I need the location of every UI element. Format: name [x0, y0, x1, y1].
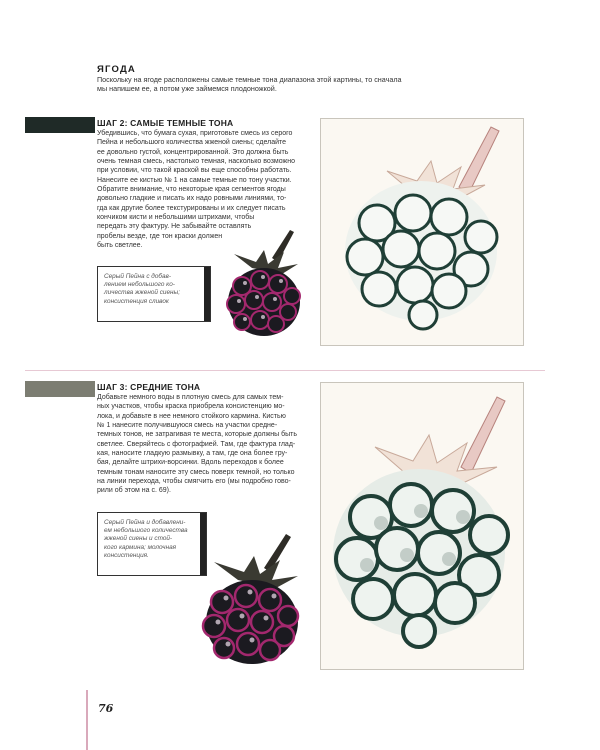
- note-line: жженой сиены и стой-: [104, 535, 173, 543]
- step3-line: лока, и добавьте в нее немного стойкого кармина. Кистью: [97, 412, 286, 420]
- step2-line: Убедившись, что бумага сухая, приготовьте смесь из серого: [97, 130, 293, 137]
- step3-line: светлее. Сверяйтесь с фотографией. Там, где фактура глад-: [97, 440, 296, 448]
- section-title: ЯГОДА: [97, 64, 136, 75]
- intro-line: мы напишем ее, а потом уже займемся плодоножкой.: [97, 84, 277, 94]
- step2-line: пробелы везде, где тон краски должен: [97, 232, 223, 240]
- page-number: 76: [98, 702, 114, 715]
- step3-body: [97, 393, 310, 496]
- step2-line: гда как другие более текстурированы и их следует писать: [97, 204, 286, 212]
- note-line: кого кармина; молочная: [104, 543, 177, 551]
- step3-line: бая, делайте штрихи-ворсинки. Вдоль переходов к более: [97, 459, 284, 467]
- step2-paint-note: [97, 266, 211, 322]
- step2-berry-photo: [212, 228, 312, 343]
- note-line: личества жженой сиены;: [104, 289, 181, 297]
- step2-line: Обратите внимание, что некоторые края сегментов ягоды: [97, 186, 286, 194]
- step3-berry-photo: [186, 532, 316, 670]
- step2-line: Пейна и небольшого количества жженой сиены; сделайте: [97, 139, 287, 147]
- step3-line: кая, наносите гладкую размывку, а там, где она более гру-: [97, 450, 288, 458]
- step3-line: темным тонам наносите эту смесь поверх темной, но только: [97, 468, 295, 476]
- step3-painting: [320, 382, 524, 670]
- note-line: Серый Пейна с добав-: [104, 273, 172, 280]
- step2-line: при условии, что такой краской вы еще способны работать.: [97, 167, 292, 175]
- section-intro: [97, 75, 427, 94]
- step2-line: кончиком кисти и небольшими штрихами, чтобы: [97, 214, 255, 222]
- step3-painting-illustration: [321, 383, 523, 669]
- step3-line: № 1 нанесите получившуюся смесь на участки средне-: [97, 422, 278, 430]
- section-divider: [25, 370, 545, 371]
- step2-painting-illustration: [321, 119, 523, 345]
- step3-marker-bar: [25, 381, 95, 397]
- step2-marker-bar: [25, 117, 95, 133]
- step2-line: передать эту фактуру. Не забывайте оставлять: [97, 223, 252, 231]
- step2-note-text: [104, 273, 180, 306]
- note-line: консистенция сливок: [104, 297, 169, 305]
- note-line: ем небольшого количества: [104, 527, 188, 535]
- step3-line: рили об этом на с. 69).: [97, 487, 171, 495]
- step3-line: на линии перехода, чтобы смягчить его (мы подробно гово-: [97, 478, 291, 486]
- step3-line: Добавьте немного воды в плотную смесь для самых тем-: [97, 394, 284, 401]
- note-line: Серый Пейна и добавлени-: [104, 519, 186, 526]
- step2-line: быть светлее.: [97, 242, 143, 250]
- note-line: лением небольшого ко-: [104, 281, 175, 289]
- step3-title: ШАГ 3: СРЕДНИЕ ТОНА: [97, 382, 201, 392]
- step2-title: ШАГ 2: САМЫЕ ТЕМНЫЕ ТОНА: [97, 118, 234, 128]
- step2-line: довольно гладкие и писать их надо ровными линиями, то-: [97, 195, 287, 203]
- note-line: консистенция.: [104, 551, 149, 559]
- step2-line: ее довольно густой, концентрированной. Это должна быть: [97, 148, 289, 156]
- step2-line: очень темная смесь, настолько темная, насколько возможно: [97, 158, 295, 166]
- step2-line: Нанесите ее кистью № 1 на самые темные по тону участки.: [97, 176, 292, 184]
- page-accent-rule: [86, 690, 88, 750]
- note-stripe: [204, 267, 210, 321]
- step3-note-text: [104, 519, 188, 560]
- step3-line: темных тонов, не затрагивая те места, которые должны быть: [97, 431, 298, 439]
- step2-painting: [320, 118, 524, 346]
- step3-line: ных участков, чтобы краска приобрела консистенцию мо-: [97, 403, 285, 411]
- intro-line: Поскольку на ягоде расположены самые темные тона диапазона этой картины, то сначала: [97, 75, 402, 84]
